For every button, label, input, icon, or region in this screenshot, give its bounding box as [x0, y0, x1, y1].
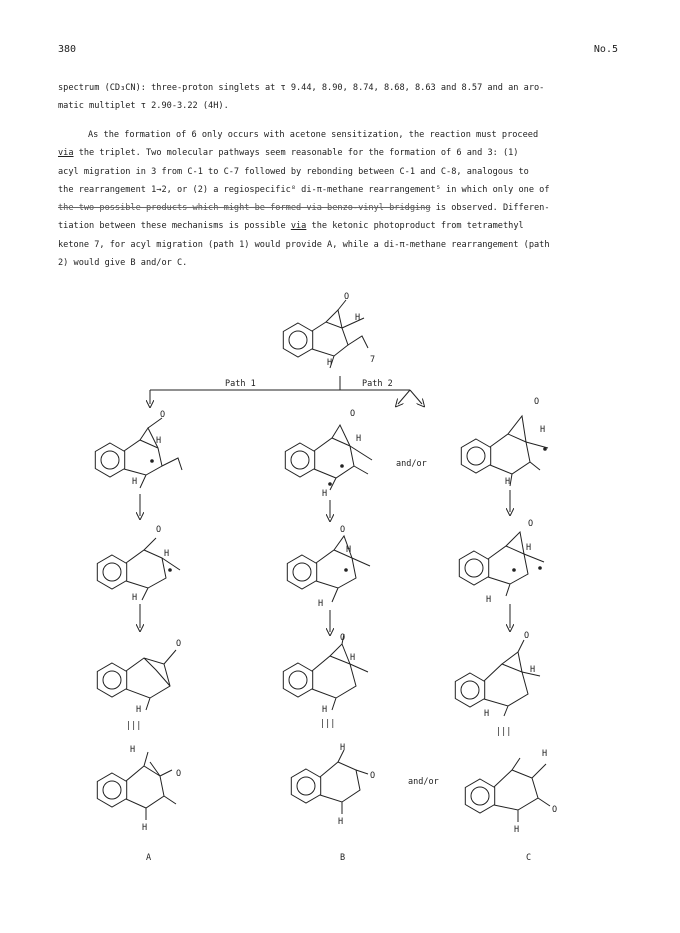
text-span: the triplet. Two molecular pathways seem reasonable for the formation of 6 and 3: (1): [73, 148, 519, 159]
label-H: H: [136, 705, 142, 715]
ketone-structure: [455, 640, 540, 716]
ketone-structure: [97, 650, 176, 710]
label-H: H: [530, 665, 536, 675]
label-O: O: [176, 639, 182, 649]
label-O: O: [370, 771, 376, 781]
compound-label-C: C: [526, 853, 532, 863]
label-H: H: [164, 549, 170, 559]
text-line: acyl migration in 3 from C-1 to C-7 followed by rebonding between C-1 and C-8, analogous to: [58, 166, 529, 177]
label-O: O: [176, 769, 182, 779]
arrow: [398, 390, 410, 404]
compound-label-7: 7: [370, 355, 376, 365]
biradical-structure: [461, 416, 548, 486]
product-B-structure: [291, 750, 368, 814]
label-H: H: [327, 358, 333, 368]
label-H: H: [346, 545, 352, 555]
label-H: H: [505, 477, 511, 487]
label-H: H: [350, 653, 356, 663]
underlined-via: via: [290, 221, 307, 232]
compound-label-B: B: [340, 853, 346, 863]
label-O: O: [552, 805, 558, 815]
product-A-structure: [97, 752, 176, 820]
label-H: H: [338, 817, 344, 827]
label-O: O: [340, 633, 346, 643]
biradical-structure: [95, 418, 182, 488]
label-H: H: [486, 595, 492, 605]
label-H: H: [322, 489, 328, 499]
text-span: is observed. Differen-: [430, 203, 550, 214]
label-O: O: [524, 631, 530, 641]
label-H: H: [540, 425, 546, 435]
text-line: As the formation of 6 only occurs with acetone sensitization, the reaction must proceed: [88, 130, 539, 140]
text-line: the rearrangement 1→2, or (2) a regiospecific⁸ di-π-methane rearrangement⁵ in which only one of: [58, 184, 550, 195]
underlined-via: via: [58, 148, 74, 159]
equilibrium-mark: |||: [126, 721, 142, 731]
product-C-structure: [465, 758, 550, 822]
text-line: matic multiplet τ 2.90-3.22 (4H).: [58, 101, 229, 112]
and-or-label: and/or: [408, 777, 439, 787]
label-H: H: [355, 313, 361, 323]
label-O: O: [160, 410, 166, 420]
label-H: H: [142, 823, 148, 833]
label-O: O: [344, 292, 350, 302]
label-H: H: [484, 709, 490, 719]
label-H: H: [132, 593, 138, 603]
ketone-structure: [283, 634, 368, 710]
label-O: O: [528, 519, 534, 529]
equilibrium-mark: |||: [496, 727, 512, 737]
and-or-label: and/or: [396, 459, 427, 469]
label-H: H: [130, 745, 136, 755]
acyl-radical-structure: [97, 538, 180, 600]
label-H: H: [322, 705, 328, 715]
label-H: H: [156, 436, 162, 446]
label-O: O: [350, 409, 356, 419]
label-O: O: [534, 397, 540, 407]
issue-number: No.5: [593, 44, 618, 55]
page-number: 380: [58, 44, 77, 55]
label-H: H: [340, 743, 346, 753]
arrow: [410, 390, 422, 404]
label-H: H: [356, 434, 362, 444]
text-span: tiation between these mechanisms is possible: [58, 221, 291, 232]
path-1-label: Path 1: [225, 379, 256, 389]
equilibrium-mark: |||: [320, 719, 336, 729]
compound-label-A: A: [146, 853, 152, 863]
text-line: spectrum (CD₃CN): three-proton singlets at τ 9.44, 8.90, 8.74, 8.68, 8.63 and 8.57 and an aro-: [58, 83, 545, 93]
label-O: O: [340, 525, 346, 535]
label-H: H: [526, 543, 532, 553]
text-span: the ketonic photoproduct from tetramethyl: [306, 221, 524, 232]
path-2-label: Path 2: [362, 379, 393, 389]
biradical-structure: [459, 532, 544, 596]
biradical-structure: [287, 536, 370, 602]
struck-text: the two possible products which might be formed via benzo-vinyl bridging: [58, 203, 431, 214]
compound-7-structure: [283, 300, 368, 368]
label-H: H: [542, 749, 548, 759]
label-O: O: [156, 525, 162, 535]
label-H: H: [514, 825, 520, 835]
text-line: 2) would give B and/or C.: [58, 258, 188, 269]
label-H: H: [132, 477, 138, 487]
label-H: H: [318, 599, 324, 609]
text-line: ketone 7, for acyl migration (path 1) would provide A, while a di-π-methane rearrangement (path: [58, 239, 550, 250]
